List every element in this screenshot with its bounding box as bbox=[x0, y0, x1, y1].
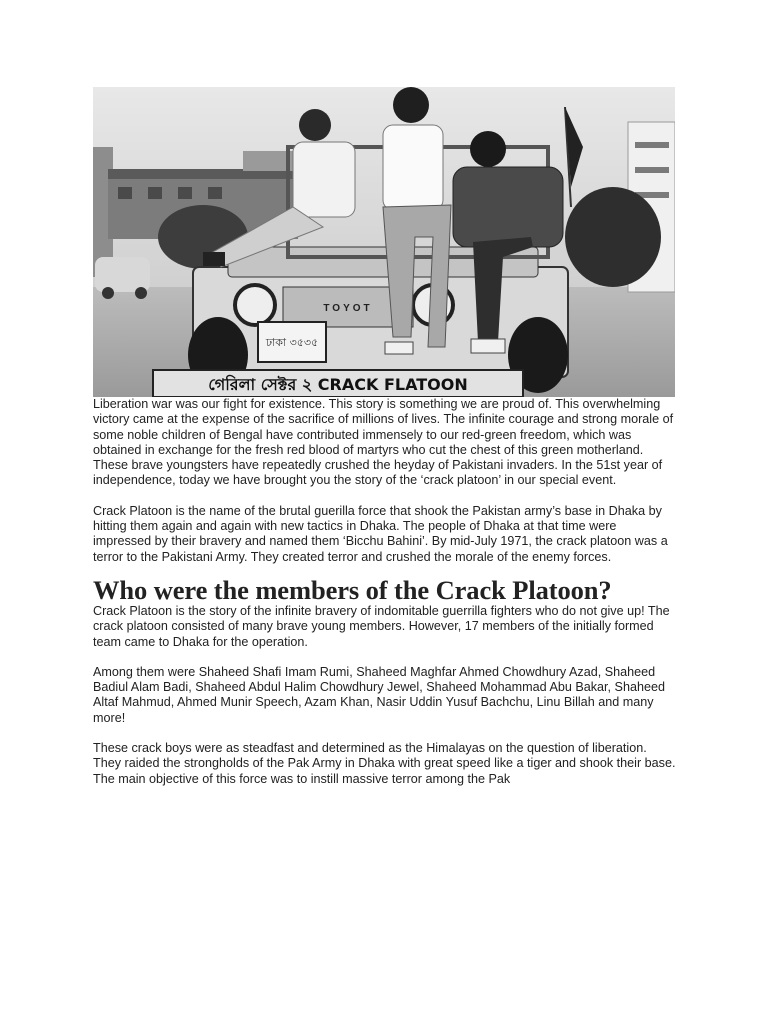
members-intro-paragraph: Crack Platoon is the story of the infinite bravery of indomitable guerrilla fighters who do not give up! The crack platoon consisted of many brave young members. However, 17 members of the initially formed team came to Dhaka for the operation. bbox=[93, 603, 670, 649]
intro-paragraph: Liberation war was our fight for existence. This story is something we are proud of. This overwhelming victory came at the expense of the sacrifice of millions of lives. The infinite courage and strong morale of some noble children of Bengal have contributed immensely to our red-green freedom, which was obtained in exchange for the fresh red blood of martyrs who cut the chest of this green motherland. These brave youngsters have repeatedly crushed the heyday of Pakistani invaders. In the 51st year of independence, today we have brought you the story of the ‘crack platoon’ in our special event. bbox=[93, 397, 674, 488]
banner-text: গেরিলা সেক্টর ২ CRACK FLATOON bbox=[208, 375, 468, 394]
document-page bbox=[93, 87, 677, 787]
crack-boys-paragraph: These crack boys were as steadfast and determined as the Himalayas on the question of liberation. They raided the strongholds of the Pak Army in Dhaka with great speed like a tiger and shook their base. The main objective of this force was to instill massive terror among the Pak bbox=[93, 741, 676, 786]
headlight-left bbox=[235, 285, 275, 325]
section-heading: Who were the members of the Crack Platoon? bbox=[93, 574, 612, 605]
photo-illustration bbox=[93, 87, 675, 397]
plate-text: ঢাকা ৩৫৩৫ bbox=[265, 336, 319, 349]
members-list-paragraph: Among them were Shaheed Shafi Imam Rumi, Shaheed Maghfar Ahmed Chowdhury Azad, Shaheed Badiul Alam Badi, Shaheed Abdul Halim Chowdhury Jewel, Shaheed Mohammad Abu Bakar, Shaheed Altaf Mahmud, Ahmed Munir Speech, Azam Khan, Nasir Uddin Yusuf Bachchu, Linu Billah and many more! bbox=[93, 664, 665, 725]
crack-platoon-photo bbox=[93, 87, 675, 397]
grille-text: TOYOT bbox=[323, 303, 373, 314]
crack-platoon-description-paragraph: Crack Platoon is the name of the brutal guerilla force that shook the Pakistan army’s base in Dhaka by hitting them again and again with new tactics in Dhaka. The people of Dhaka at that time were impressed by their bravery and named them ‘Bicchu Bahini’. By mid-July 1971, the crack platoon was a terror to the Pakistani Army. They created terror and crushed the morale of the enemy forces. bbox=[93, 503, 668, 564]
car-left bbox=[95, 257, 150, 292]
tree-right bbox=[565, 187, 661, 287]
